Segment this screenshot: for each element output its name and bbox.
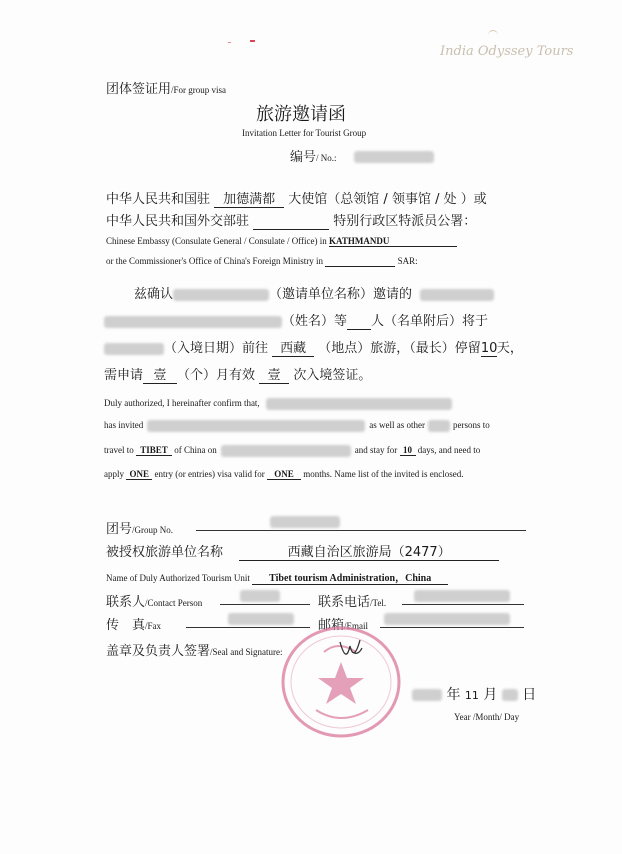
group-number-field: 团号/Group No. (106, 522, 174, 537)
body-zh-line-4: 需申请 壹 （个）月有效 壹 次入境签证。 (104, 364, 371, 384)
email-field: 邮箱/Email (318, 618, 369, 633)
body-en-line-4: apply ONE entry (or entries) visa valid for ONE months. Name list of the invited is enclosed. (104, 469, 464, 479)
authorized-unit-en-field: Name of Duly Authorized Tourism Unit Tibet tourism Administration，China (106, 569, 448, 585)
document-number: 编号/ No.: (290, 146, 434, 165)
redacted-telephone (414, 590, 510, 602)
authorized-unit-field: 被授权旅游单位名称 西藏自治区旅游局（2477） (106, 541, 499, 561)
date-label-en: Year /Month/ Day (454, 712, 520, 722)
seal-signature-field: 盖章及负责人签署/Seal and Signature: (106, 644, 283, 659)
address-en-line-1: Chinese Embassy (Consulate General / Consulate / Office) in KATHMANDU (106, 236, 457, 247)
redacted-group-number (270, 516, 340, 528)
redacted-number (354, 151, 434, 163)
date-field: 年 11 月 日 (412, 684, 536, 704)
signature (336, 634, 366, 668)
group-number-line (196, 530, 526, 531)
body-en-line-1: Duly authorized, I hereinafter confirm that, (104, 398, 452, 410)
redacted-contact (240, 590, 280, 602)
body-en-line-3: travel to TIBET of China on and stay for 10 days, and need to (104, 445, 481, 456)
contact-person-line (220, 604, 310, 605)
group-visa-label: 团体签证用/For group visa (106, 82, 227, 97)
watermark: India Odyssey Tours (440, 44, 574, 59)
address-en-line-2: or the Commissioner's Office of China's Foreign Ministry in SAR: (106, 256, 418, 266)
body-zh-line-1: 兹确认 （邀请单位名称）邀请的 (134, 283, 494, 302)
telephone-field: 联系电话/Tel. (318, 595, 387, 610)
contact-person-field: 联系人/Contact Person (106, 595, 203, 610)
body-zh-line-3: （入境日期）前往 西藏 （地点）旅游，（最长）停留10天， (104, 337, 523, 357)
red-mark (250, 40, 255, 42)
telephone-line (402, 604, 524, 605)
address-line-1: 中华人民共和国驻 加德满都 大使馆（总领馆 / 领事馆 / 处 ）或 (106, 188, 487, 208)
body-zh-line-2: （姓名）等 人（名单附后）将于 (104, 310, 488, 330)
red-mark (228, 42, 231, 43)
body-en-line-2: has invited as well as other persons to (104, 420, 490, 431)
address-line-2: 中华人民共和国外交部驻 特别行政区特派员公署： (106, 214, 477, 229)
document-title-en: Invitation Letter for Tourist Group (242, 128, 367, 138)
fax-field: 传 真/Fax (106, 618, 162, 633)
watermark-ornament (488, 30, 498, 41)
document-title: 旅游邀请函 (256, 104, 346, 125)
